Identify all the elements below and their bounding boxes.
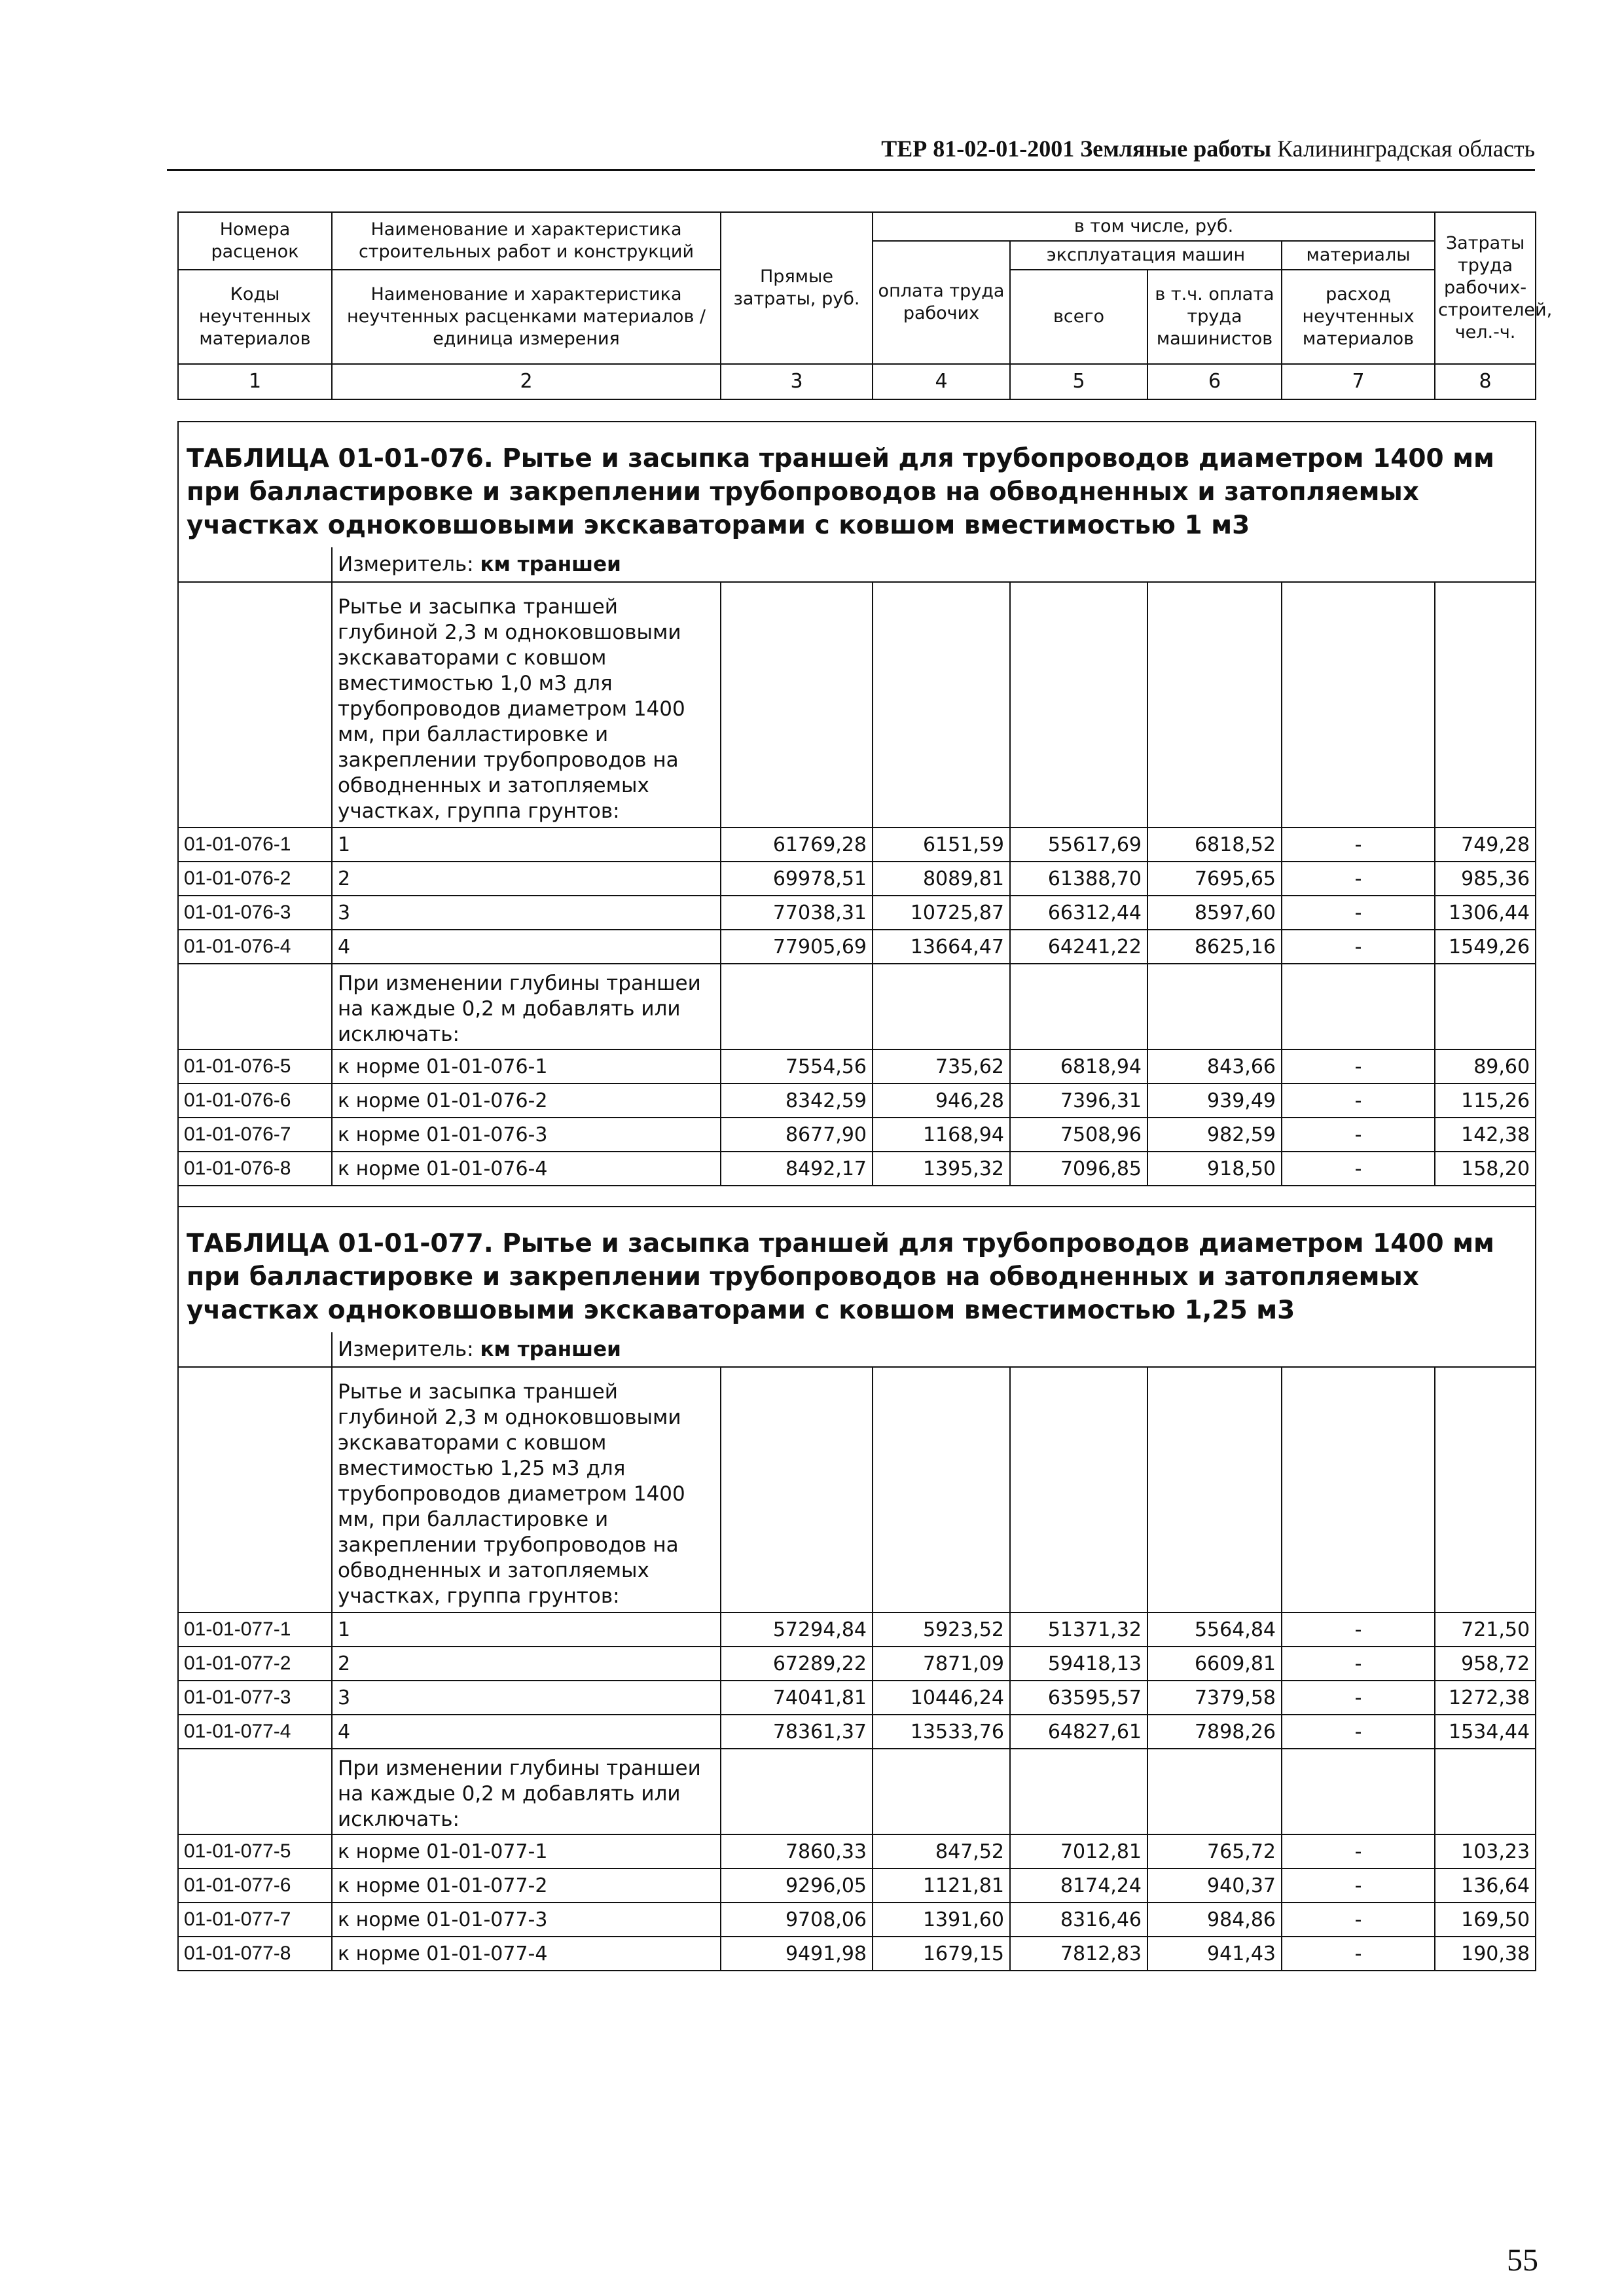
- depth-change-note-row: [178, 964, 1536, 1049]
- work-description: Рытье и засыпка траншей глубиной 2,3 м одноковшовыми экскаваторами с ковшом вместимостью 1,0 м3 для трубопроводов диаметром 1400 мм, при балластировке и закреплении трубопроводов на обводненных и затопляемых участках, группа грунтов:: [332, 582, 721, 828]
- materials-cost: -: [1282, 1834, 1435, 1868]
- table-row: [178, 1681, 1536, 1715]
- depth-change-note-code-cell: [178, 964, 332, 1049]
- header-materials-use: расход неучтенных материалов: [1282, 270, 1435, 364]
- work-description-empty-cell: [873, 582, 1010, 828]
- work-description-code-cell: [178, 582, 332, 828]
- machinist-wages: 982,59: [1147, 1118, 1282, 1152]
- table-title-row: [178, 422, 1536, 547]
- machines-cost: 64241,22: [1010, 930, 1147, 964]
- direct-cost: 77038,31: [721, 896, 873, 930]
- column-number-row: [178, 364, 1536, 399]
- labor-hours: 190,38: [1435, 1937, 1536, 1971]
- machines-cost: 8316,46: [1010, 1903, 1147, 1937]
- machinist-wages: 7695,65: [1147, 862, 1282, 896]
- table-row: [178, 1868, 1536, 1903]
- materials-cost: -: [1282, 1084, 1435, 1118]
- table-row: [178, 1049, 1536, 1084]
- direct-cost: 74041,81: [721, 1681, 873, 1715]
- machines-cost: 8174,24: [1010, 1868, 1147, 1903]
- direct-cost: 67289,22: [721, 1647, 873, 1681]
- materials-cost: -: [1282, 1868, 1435, 1903]
- rate-code: 01-01-076-3: [178, 896, 332, 930]
- depth-change-note-code-cell: [178, 1749, 332, 1834]
- rate-name: к норме 01-01-076-2: [332, 1084, 721, 1118]
- rate-name: к норме 01-01-076-3: [332, 1118, 721, 1152]
- wages-cost: 13664,47: [873, 930, 1010, 964]
- direct-cost: 8492,17: [721, 1152, 873, 1186]
- depth-change-note: При изменении глубины траншеи на каждые 0,2 м добавлять или исключать:: [332, 964, 721, 1049]
- depth-change-note-empty-cell: [1282, 964, 1435, 1049]
- materials-cost: -: [1282, 1715, 1435, 1749]
- column-number: 6: [1147, 364, 1282, 399]
- labor-hours: 169,50: [1435, 1903, 1536, 1937]
- machines-cost: 55617,69: [1010, 828, 1147, 862]
- wages-cost: 6151,59: [873, 828, 1010, 862]
- work-description-code-cell: [178, 1367, 332, 1613]
- direct-cost: 7860,33: [721, 1834, 873, 1868]
- labor-hours: 958,72: [1435, 1647, 1536, 1681]
- document-title: Земляные работы: [1080, 136, 1272, 162]
- rate-name: 1: [332, 1613, 721, 1647]
- machinist-wages: 8625,16: [1147, 930, 1282, 964]
- header-codes-top: Номера расценок: [178, 212, 332, 270]
- labor-hours: 89,60: [1435, 1049, 1536, 1084]
- machinist-wages: 765,72: [1147, 1834, 1282, 1868]
- wages-cost: 10446,24: [873, 1681, 1010, 1715]
- direct-cost: 77905,69: [721, 930, 873, 964]
- labor-hours: 158,20: [1435, 1152, 1536, 1186]
- depth-change-note-empty-cell: [1010, 1749, 1147, 1834]
- depth-change-note-empty-cell: [721, 1749, 873, 1834]
- header-machines-total: всего: [1010, 270, 1147, 364]
- machinist-wages: 939,49: [1147, 1084, 1282, 1118]
- table-row: [178, 828, 1536, 862]
- wages-cost: 1121,81: [873, 1868, 1010, 1903]
- rate-code: 01-01-076-7: [178, 1118, 332, 1152]
- direct-cost: 9708,06: [721, 1903, 873, 1937]
- materials-cost: -: [1282, 1937, 1435, 1971]
- rate-name: 1: [332, 828, 721, 862]
- header-labor-costs: Затраты труда рабочих-строителей, чел.-ч.: [1435, 212, 1536, 364]
- rate-code: 01-01-077-8: [178, 1937, 332, 1971]
- materials-cost: -: [1282, 1118, 1435, 1152]
- rate-name: 3: [332, 896, 721, 930]
- machinist-wages: 5564,84: [1147, 1613, 1282, 1647]
- work-description-empty-cell: [1010, 582, 1147, 828]
- labor-hours: 749,28: [1435, 828, 1536, 862]
- materials-cost: -: [1282, 1903, 1435, 1937]
- machinist-wages: 7898,26: [1147, 1715, 1282, 1749]
- work-description-row: [178, 1367, 1536, 1613]
- rate-code: 01-01-076-4: [178, 930, 332, 964]
- column-number: 8: [1435, 364, 1536, 399]
- rate-code: 01-01-076-2: [178, 862, 332, 896]
- rate-code: 01-01-076-1: [178, 828, 332, 862]
- depth-change-note-empty-cell: [1147, 964, 1282, 1049]
- labor-hours: 985,36: [1435, 862, 1536, 896]
- work-description-empty-cell: [1435, 582, 1536, 828]
- machinist-wages: 984,86: [1147, 1903, 1282, 1937]
- wages-cost: 8089,81: [873, 862, 1010, 896]
- meter-code-cell: [178, 1332, 332, 1367]
- page-number: 55: [1507, 2243, 1538, 2278]
- page-header: [167, 135, 1535, 171]
- rates-table: [177, 421, 1536, 1971]
- work-description-empty-cell: [721, 582, 873, 828]
- header-machines: эксплуатация машин: [1010, 241, 1282, 270]
- table-row: [178, 1937, 1536, 1971]
- wages-cost: 5923,52: [873, 1613, 1010, 1647]
- machines-cost: 63595,57: [1010, 1681, 1147, 1715]
- machines-cost: 51371,32: [1010, 1613, 1147, 1647]
- machines-cost: 7096,85: [1010, 1152, 1147, 1186]
- meter-value: км траншеи: [480, 553, 621, 576]
- header-machines-wages: в т.ч. оплата труда машинистов: [1147, 270, 1282, 364]
- meter: [332, 1332, 1536, 1367]
- column-number: 1: [178, 364, 332, 399]
- machinist-wages: 843,66: [1147, 1049, 1282, 1084]
- machines-cost: 7396,31: [1010, 1084, 1147, 1118]
- depth-change-note-empty-cell: [1147, 1749, 1282, 1834]
- table-row: [178, 1152, 1536, 1186]
- table-row: [178, 1903, 1536, 1937]
- wages-cost: 946,28: [873, 1084, 1010, 1118]
- rate-name: к норме 01-01-077-4: [332, 1937, 721, 1971]
- depth-change-note-empty-cell: [1435, 1749, 1536, 1834]
- meter-row: [178, 1332, 1536, 1367]
- meter-label: Измеритель:: [338, 553, 474, 576]
- header-materials: материалы: [1282, 241, 1435, 270]
- rate-name: 3: [332, 1681, 721, 1715]
- machines-cost: 59418,13: [1010, 1647, 1147, 1681]
- rate-code: 01-01-076-5: [178, 1049, 332, 1084]
- rate-name: 4: [332, 1715, 721, 1749]
- header-name-top: Наименование и характеристика строительных работ и конструкций: [332, 212, 721, 270]
- materials-cost: -: [1282, 862, 1435, 896]
- column-number: 5: [1010, 364, 1147, 399]
- materials-cost: -: [1282, 828, 1435, 862]
- direct-cost: 9491,98: [721, 1937, 873, 1971]
- labor-hours: 1534,44: [1435, 1715, 1536, 1749]
- machinist-wages: 940,37: [1147, 1868, 1282, 1903]
- depth-change-note: При изменении глубины траншеи на каждые 0,2 м добавлять или исключать:: [332, 1749, 721, 1834]
- work-description-empty-cell: [1282, 1367, 1435, 1613]
- labor-hours: 115,26: [1435, 1084, 1536, 1118]
- table-row: [178, 896, 1536, 930]
- header-direct-costs: Прямые затраты, руб.: [721, 212, 873, 364]
- table-row: [178, 930, 1536, 964]
- depth-change-note-empty-cell: [873, 964, 1010, 1049]
- meter-label: Измеритель:: [338, 1338, 474, 1361]
- rate-code: 01-01-077-2: [178, 1647, 332, 1681]
- document-code: ТЕР 81-02-01-2001: [881, 136, 1075, 162]
- rate-code: 01-01-077-6: [178, 1868, 332, 1903]
- table-row: [178, 1613, 1536, 1647]
- table-title: ТАБЛИЦА 01-01-077. Рытье и засыпка траншей для трубопроводов диаметром 1400 мм при балластировке и закреплении трубопроводов на обводненных и затопляемых участках одноковшовыми экскаваторами с ковшом вместимостью 1,25 м3: [178, 1207, 1536, 1332]
- rate-name: к норме 01-01-077-3: [332, 1903, 721, 1937]
- work-description-row: [178, 582, 1536, 828]
- column-number: 2: [332, 364, 721, 399]
- work-description-empty-cell: [721, 1367, 873, 1613]
- wages-cost: 1168,94: [873, 1118, 1010, 1152]
- materials-cost: -: [1282, 1613, 1435, 1647]
- machinist-wages: 918,50: [1147, 1152, 1282, 1186]
- work-description-empty-cell: [873, 1367, 1010, 1613]
- meter-code-cell: [178, 547, 332, 582]
- machinist-wages: 8597,60: [1147, 896, 1282, 930]
- rate-code: 01-01-077-1: [178, 1613, 332, 1647]
- depth-change-note-empty-cell: [721, 964, 873, 1049]
- table-title: ТАБЛИЦА 01-01-076. Рытье и засыпка траншей для трубопроводов диаметром 1400 мм при балластировке и закреплении трубопроводов на обводненных и затопляемых участках одноковшовыми экскаваторами с ковшом вместимостью 1 м3: [178, 422, 1536, 547]
- rate-name: 2: [332, 1647, 721, 1681]
- direct-cost: 7554,56: [721, 1049, 873, 1084]
- rate-name: к норме 01-01-077-1: [332, 1834, 721, 1868]
- header-material-codes: Коды неучтенных материалов: [178, 270, 332, 364]
- rate-name: к норме 01-01-076-1: [332, 1049, 721, 1084]
- wages-cost: 1679,15: [873, 1937, 1010, 1971]
- work-description-empty-cell: [1147, 1367, 1282, 1613]
- depth-change-note-empty-cell: [1010, 964, 1147, 1049]
- work-description: Рытье и засыпка траншей глубиной 2,3 м одноковшовыми экскаваторами с ковшом вместимостью 1,25 м3 для трубопроводов диаметром 1400 мм, при балластировке и закреплении трубопроводов на обводненных и затопляемых участках, группа грунтов:: [332, 1367, 721, 1613]
- labor-hours: 103,23: [1435, 1834, 1536, 1868]
- machines-cost: 6818,94: [1010, 1049, 1147, 1084]
- header-material-names: Наименование и характеристика неучтенных расценками материалов / единица измерения: [332, 270, 721, 364]
- rate-code: 01-01-077-3: [178, 1681, 332, 1715]
- labor-hours: 136,64: [1435, 1868, 1536, 1903]
- depth-change-note-empty-cell: [1282, 1749, 1435, 1834]
- document-region: Калининградская область: [1277, 136, 1535, 162]
- rate-code: 01-01-077-5: [178, 1834, 332, 1868]
- materials-cost: -: [1282, 1152, 1435, 1186]
- rate-name: к норме 01-01-077-2: [332, 1868, 721, 1903]
- header-including: в том числе, руб.: [873, 212, 1435, 241]
- table-row: [178, 1834, 1536, 1868]
- rate-code: 01-01-076-8: [178, 1152, 332, 1186]
- materials-cost: -: [1282, 896, 1435, 930]
- machinist-wages: 941,43: [1147, 1937, 1282, 1971]
- direct-cost: 78361,37: [721, 1715, 873, 1749]
- labor-hours: 1272,38: [1435, 1681, 1536, 1715]
- machinist-wages: 6609,81: [1147, 1647, 1282, 1681]
- machines-cost: 7508,96: [1010, 1118, 1147, 1152]
- rate-code: 01-01-077-4: [178, 1715, 332, 1749]
- table-row: [178, 1715, 1536, 1749]
- machines-cost: 61388,70: [1010, 862, 1147, 896]
- machinist-wages: 7379,58: [1147, 1681, 1282, 1715]
- depth-change-note-row: [178, 1749, 1536, 1834]
- wages-cost: 1391,60: [873, 1903, 1010, 1937]
- wages-cost: 1395,32: [873, 1152, 1010, 1186]
- direct-cost: 8342,59: [721, 1084, 873, 1118]
- machines-cost: 64827,61: [1010, 1715, 1147, 1749]
- materials-cost: -: [1282, 1681, 1435, 1715]
- machines-cost: 7012,81: [1010, 1834, 1147, 1868]
- rate-name: к норме 01-01-076-4: [332, 1152, 721, 1186]
- header-wages: оплата труда рабочих: [873, 241, 1010, 364]
- machines-cost: 66312,44: [1010, 896, 1147, 930]
- table-row: [178, 1647, 1536, 1681]
- labor-hours: 1306,44: [1435, 896, 1536, 930]
- column-number: 7: [1282, 364, 1435, 399]
- labor-hours: 1549,26: [1435, 930, 1536, 964]
- rate-name: 4: [332, 930, 721, 964]
- spacer-cell: [178, 1186, 1536, 1207]
- direct-cost: 61769,28: [721, 828, 873, 862]
- rate-name: 2: [332, 862, 721, 896]
- labor-hours: 721,50: [1435, 1613, 1536, 1647]
- machines-cost: 7812,83: [1010, 1937, 1147, 1971]
- rate-code: 01-01-076-6: [178, 1084, 332, 1118]
- rate-code: 01-01-077-7: [178, 1903, 332, 1937]
- meter-row: [178, 547, 1536, 582]
- materials-cost: -: [1282, 1049, 1435, 1084]
- table-row: [178, 1118, 1536, 1152]
- direct-cost: 57294,84: [721, 1613, 873, 1647]
- column-header-table: [177, 211, 1553, 400]
- wages-cost: 10725,87: [873, 896, 1010, 930]
- column-number: 4: [873, 364, 1010, 399]
- meter: [332, 547, 1536, 582]
- machinist-wages: 6818,52: [1147, 828, 1282, 862]
- work-description-empty-cell: [1435, 1367, 1536, 1613]
- labor-hours: 142,38: [1435, 1118, 1536, 1152]
- table-row: [178, 862, 1536, 896]
- table-row: [178, 1084, 1536, 1118]
- meter-value: км траншеи: [480, 1338, 621, 1361]
- work-description-empty-cell: [1010, 1367, 1147, 1613]
- work-description-empty-cell: [1282, 582, 1435, 828]
- table-title-row: [178, 1207, 1536, 1332]
- materials-cost: -: [1282, 1647, 1435, 1681]
- direct-cost: 9296,05: [721, 1868, 873, 1903]
- depth-change-note-empty-cell: [1435, 964, 1536, 1049]
- direct-cost: 8677,90: [721, 1118, 873, 1152]
- column-number: 3: [721, 364, 873, 399]
- table-spacer: [178, 1186, 1536, 1207]
- direct-cost: 69978,51: [721, 862, 873, 896]
- work-description-empty-cell: [1147, 582, 1282, 828]
- materials-cost: -: [1282, 930, 1435, 964]
- wages-cost: 7871,09: [873, 1647, 1010, 1681]
- wages-cost: 735,62: [873, 1049, 1010, 1084]
- wages-cost: 847,52: [873, 1834, 1010, 1868]
- wages-cost: 13533,76: [873, 1715, 1010, 1749]
- depth-change-note-empty-cell: [873, 1749, 1010, 1834]
